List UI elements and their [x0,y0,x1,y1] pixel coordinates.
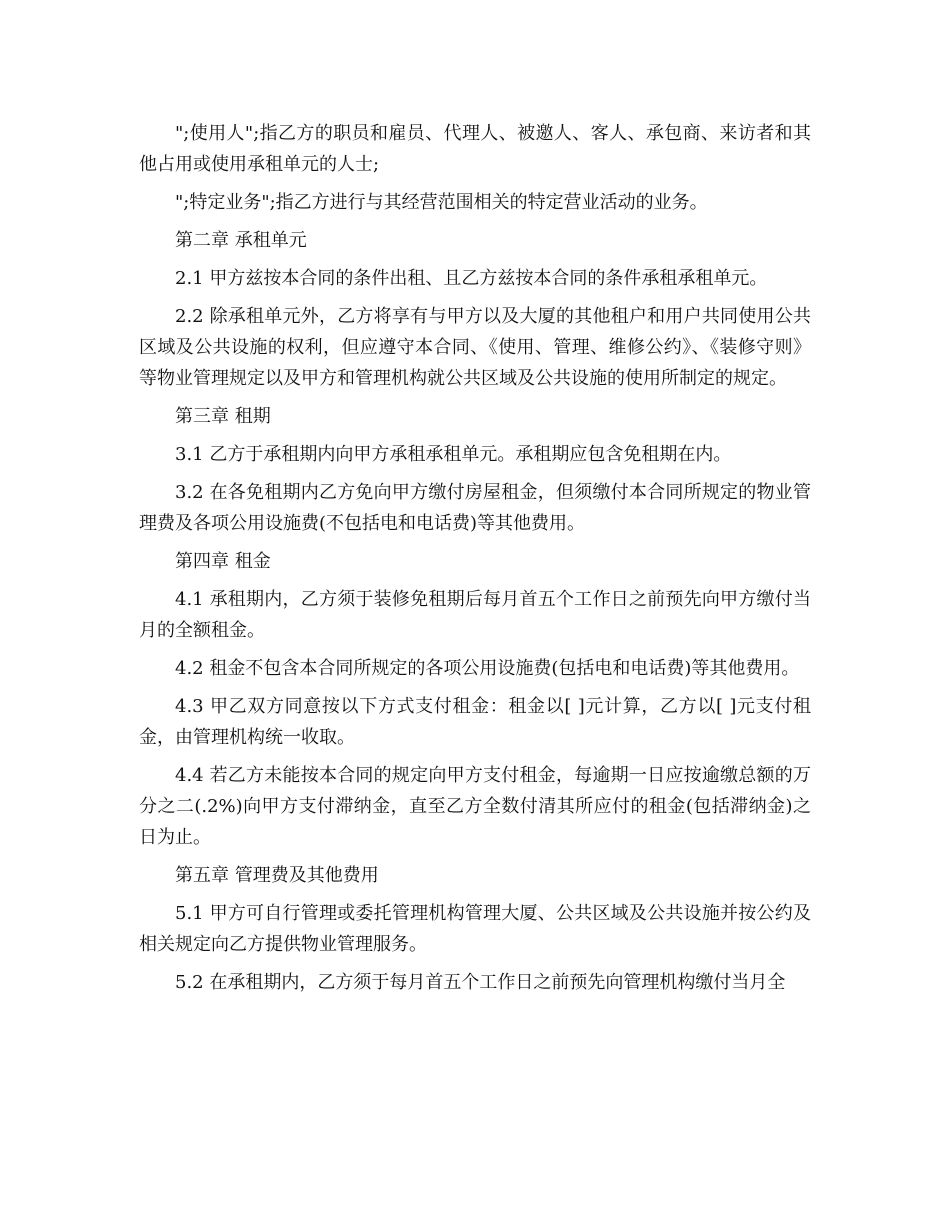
chapter-heading-3: 第三章 租期 [175,406,271,427]
clause-4-2: 4.2 租金不包含本合同所规定的各项公用设施费(包括电和电话费)等其他费用。 [175,658,800,679]
clause-3-2: 3.2 在各免租期内乙方免向甲方缴付房屋租金，但须缴付本合同所规定的物业管理费及各项公用设施费(不包括电和电话费)等其他费用。 [139,482,811,534]
clause-4-3: 4.3 甲乙双方同意按以下方式支付租金：租金以[ ]元计算，乙方以[ ]元支付租金，由管理机构统一收取。 [139,696,811,748]
clause-5-1: 5.1 甲方可自行管理或委托管理机构管理大厦、公共区域及公共设施并按公约及相关规定向乙方提供物业管理服务。 [139,903,811,955]
clause-2-2: 2.2 除承租单元外，乙方将享有与甲方以及大厦的其他租户和用户共同使用公共区域及公共设施的权利，但应遵守本合同、《使用、管理、维修公约》、《装修守则》等物业管理规定以及甲方和管理机构就公共区域及公共设施的使用所制定的规定。 [139,306,811,389]
document-body [139,118,811,1005]
clause-4-4: 4.4 若乙方未能按本合同的规定向甲方支付租金，每逾期一日应按逾缴总额的万分之二(.2%)向甲方支付滞纳金，直至乙方全数付清其所应付的租金(包括滞纳金)之日为止。 [139,765,811,848]
chapter-heading-5: 第五章 管理费及其他费用 [175,865,379,886]
definition-user: ";使用人";指乙方的职员和雇员、代理人、被邀人、客人、承包商、来访者和其他占用或使用承租单元的人士; [139,123,811,175]
clause-3-1: 3.1 乙方于承租期内向甲方承租承租单元。承租期应包含免租期在内。 [175,444,732,465]
clause-4-1: 4.1 承租期内，乙方须于装修免租期后每月首五个工作日之前预先向甲方缴付当月的全额租金。 [139,589,811,641]
clause-5-2: 5.2 在承租期内，乙方须于每月首五个工作日之前预先向管理机构缴付当月全 [175,972,786,993]
chapter-heading-4: 第四章 租金 [175,551,271,572]
chapter-heading-2: 第二章 承租单元 [175,230,307,251]
clause-2-1: 2.1 甲方兹按本合同的条件出租、且乙方兹按本合同的条件承租承租单元。 [175,268,768,289]
definition-specific-business: ";特定业务";指乙方进行与其经营范围相关的特定营业活动的业务。 [175,192,708,213]
